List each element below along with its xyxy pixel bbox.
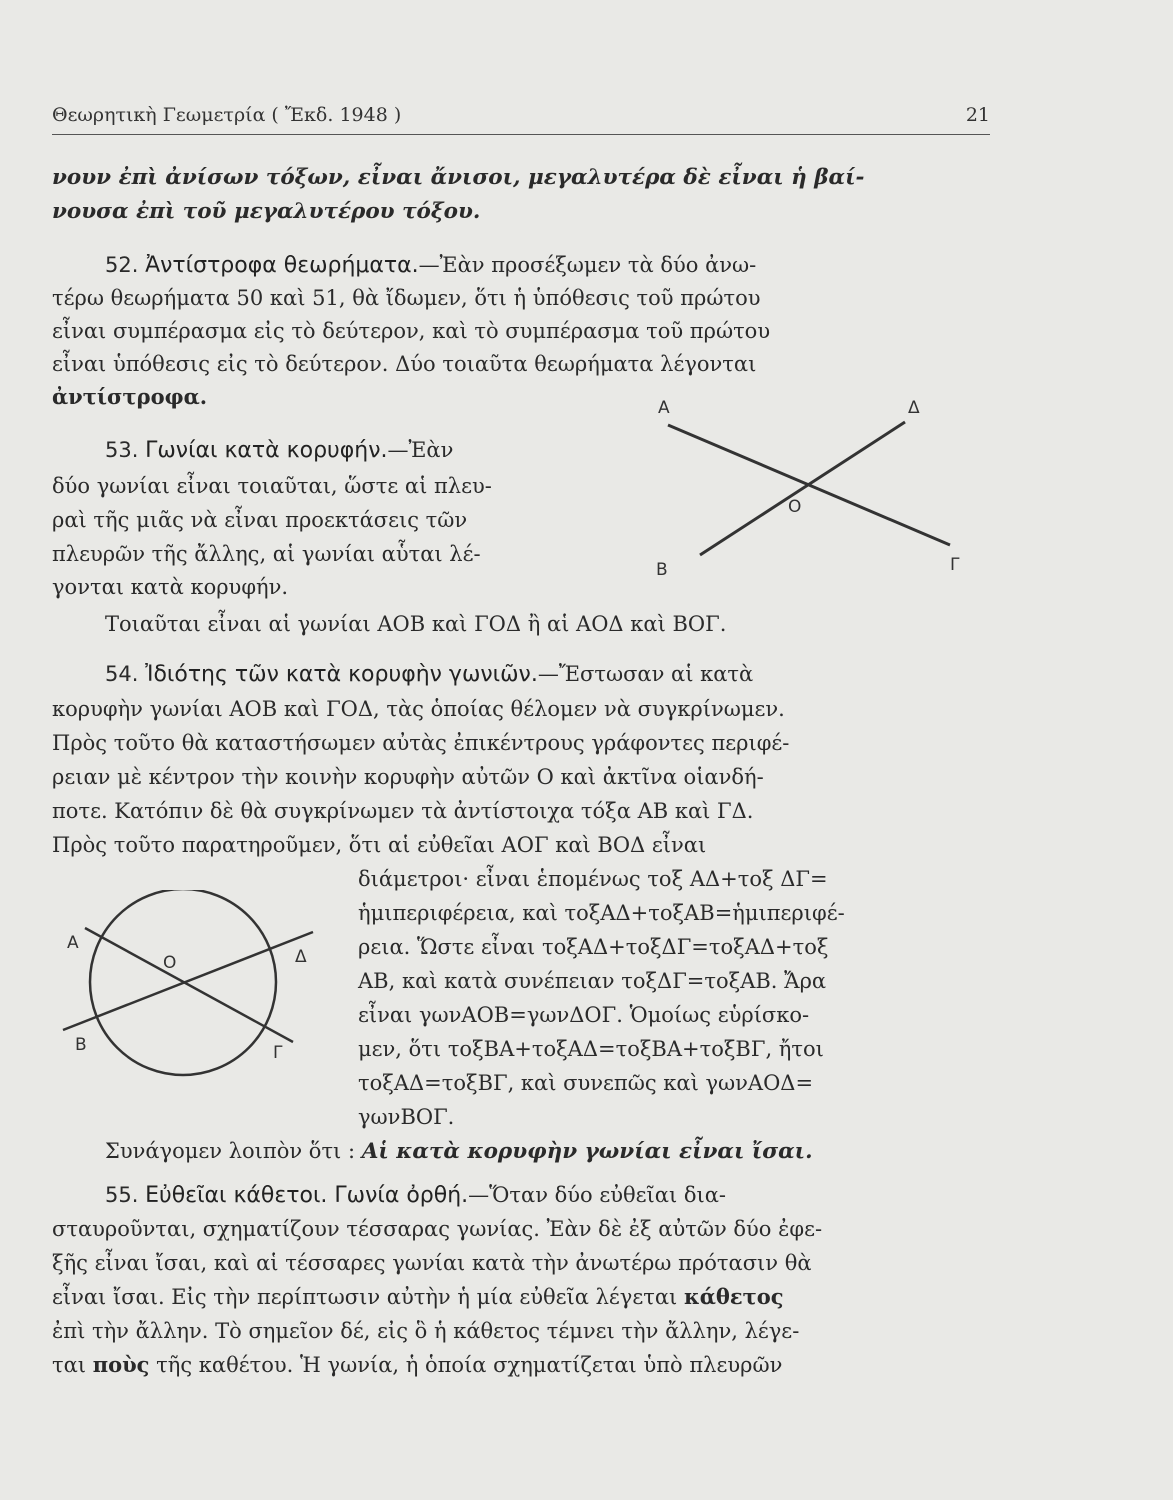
circle-diameters-figure xyxy=(55,890,325,1090)
section-55-heading xyxy=(105,1183,726,1208)
section-title: Ἰδιότης τῶν κατὰ κορυφὴν γωνιῶν. xyxy=(145,662,538,687)
diameter-AG xyxy=(85,928,293,1042)
section-title: Εὐθεῖαι κάθετοι. Γωνία ὀρθή. xyxy=(145,1183,469,1208)
point-O-label: Ο xyxy=(163,953,177,973)
body-text-line: Πρὸς τοῦτο παρατηροῦμεν, ὅτι αἱ εὐθεῖαι ΑΟΓ καὶ ΒΟΔ εἶναι xyxy=(52,833,707,857)
point-O-label: Ο xyxy=(788,497,802,517)
body-text-line: πλευρῶν τῆς ἄλλης, αἱ γωνίαι αὗται λέ- xyxy=(52,542,481,566)
body-text-line: εἶναι ὑπόθεσις εἰς τὸ δεύτερον. Δύο τοιαῦτα θεωρήματα λέγονται xyxy=(52,352,757,376)
section-lead-text: —Ἔστωσαν αἱ κατὰ xyxy=(537,662,754,686)
body-text: εἶναι ἴσαι. Εἰς τὴν περίπτωσιν αὐτὴν ἡ μία εὐθεῖα λέγεται xyxy=(52,1285,678,1309)
body-text-line: κορυφὴν γωνίαι ΑΟΒ καὶ ΓΟΔ, τὰς ὁποίας θέλομεν νὰ συγκρίνωμεν. xyxy=(52,697,785,721)
section-lead-text: —Ἐὰν xyxy=(387,438,454,462)
point-A-label: Α xyxy=(658,398,670,418)
body-text-line: σταυροῦνται, σχηματίζουν τέσσαρας γωνίας. Ἐὰν δὲ ἐξ αὐτῶν δύο ἐφε- xyxy=(52,1217,823,1241)
section-number: 53. xyxy=(105,438,139,462)
theorem-text-line: νουσα ἐπὶ τοῦ μεγαλυτέρου τόξου. xyxy=(52,199,481,224)
section-lead-text: —Ὅταν δύο εὐθεῖαι δια- xyxy=(468,1183,727,1207)
body-text-line: γονται κατὰ κορυφήν. xyxy=(52,575,289,599)
section-54-heading xyxy=(105,662,753,687)
header-title: Θεωρητικὴ Γεωμετρία ( Ἔκδ. 1948 ) xyxy=(52,104,402,126)
body-text-line: διάμετροι· εἶναι ἑπομένως τοξ ΑΔ+τοξ ΔΓ= xyxy=(358,867,828,891)
section-number: 52. xyxy=(105,253,139,277)
point-B-label: Β xyxy=(75,1035,87,1055)
page-number: 21 xyxy=(965,104,990,126)
line-DB xyxy=(700,422,905,555)
body-text-line: μεν, ὅτι τοξΒΑ+τοξΑΔ=τοξΒΑ+τοξΒΓ, ἤτοι xyxy=(358,1037,824,1061)
conclusion-lead: Συνάγομεν λοιπὸν ὅτι : xyxy=(105,1139,356,1163)
body-text: τῆς καθέτου. Ἡ γωνία, ἡ ὁποία σχηματίζεται ὑπὸ πλευρῶν xyxy=(156,1353,783,1377)
body-text-line: ραὶ τῆς μιᾶς νὰ εἶναι προεκτάσεις τῶν xyxy=(52,508,468,532)
section-53-heading xyxy=(105,438,453,463)
body-text-line xyxy=(52,1353,782,1377)
conclusion-line xyxy=(105,1139,813,1164)
point-G-label: Γ xyxy=(950,555,960,575)
body-text-line: ποτε. Κατόπιν δὲ θὰ συγκρίνωμεν τὰ ἀντίστοιχα τόξα ΑΒ καὶ ΓΔ. xyxy=(52,799,754,823)
body-text-line: ΑΒ, καὶ κατὰ συνέπειαν τοξΔΓ=τοξΑΒ. Ἄρα xyxy=(358,969,827,993)
point-D-label: Δ xyxy=(295,947,307,967)
term-pous: ποὺς xyxy=(92,1352,150,1377)
body-text-line: ἡμιπεριφέρεια, καὶ τοξΑΔ+τοξΑΒ=ἡμιπεριφέ- xyxy=(358,901,845,925)
body-text-line: ρεια. Ὥστε εἶναι τοξΑΔ+τοξΔΓ=τοξΑΔ+τοξ xyxy=(358,935,829,959)
term-kathetos: κάθετος xyxy=(683,1284,784,1309)
body-text-line: εἶναι γωνΑΟΒ=γωνΔΟΓ. Ὁμοίως εὑρίσκο- xyxy=(358,1003,810,1027)
section-title: Ἀντίστροφα θεωρήματα. xyxy=(145,253,419,278)
body-text-line: τέρω θεωρήματα 50 καὶ 51, θὰ ἴδωμεν, ὅτι ἡ ὑπόθεσις τοῦ πρώτου xyxy=(52,286,761,310)
body-text-line: γωνΒΟΓ. xyxy=(358,1105,455,1129)
body-text-line xyxy=(52,1285,784,1309)
section-number: 55. xyxy=(105,1183,139,1207)
body-text-line: τοξΑΔ=τοξΒΓ, καὶ συνεπῶς καὶ γωνΑΟΔ= xyxy=(358,1071,814,1095)
conclusion-theorem: Αἱ κατὰ κορυφὴν γωνίαι εἶναι ἴσαι. xyxy=(361,1139,813,1164)
body-text-line: ξῆς εἶναι ἴσαι, καὶ αἱ τέσσαρες γωνίαι κατὰ τὴν ἀνωτέρω πρότασιν θὰ xyxy=(52,1251,812,1275)
vertical-angles-figure xyxy=(640,385,980,580)
body-text-line: ρειαν μὲ κέντρον τὴν κοινὴν κορυφὴν αὐτῶν Ο καὶ ἀκτῖνα οἱανδή- xyxy=(52,765,764,789)
section-52-heading xyxy=(105,253,756,278)
body-text: ται xyxy=(52,1353,87,1377)
theorem-text-line: νουν ἐπὶ ἀνίσων τόξων, εἶναι ἄνισοι, μεγαλυτέρα δὲ εἶναι ἡ βαί- xyxy=(52,165,865,190)
section-number: 54. xyxy=(105,662,139,686)
running-header xyxy=(52,100,990,135)
section-lead-text: —Ἐὰν προσέξωμεν τὰ δύο ἀνω- xyxy=(418,253,757,277)
section-title: Γωνίαι κατὰ κορυφήν. xyxy=(145,438,388,463)
point-A-label: Α xyxy=(67,933,79,953)
body-text-line: εἶναι συμπέρασμα εἰς τὸ δεύτερον, καὶ τὸ συμπέρασμα τοῦ πρώτου xyxy=(52,319,771,343)
body-text-line: Τοιαῦται εἶναι αἱ γωνίαι ΑΟΒ καὶ ΓΟΔ ἢ αἱ ΑΟΔ καὶ ΒΟΓ. xyxy=(105,612,727,636)
point-B-label: Β xyxy=(656,560,668,580)
body-text-line: δύο γωνίαι εἶναι τοιαῦται, ὥστε αἱ πλευ- xyxy=(52,474,492,498)
point-D-label: Δ xyxy=(908,398,920,418)
point-G-label: Γ xyxy=(273,1043,283,1063)
body-text-line: Πρὸς τοῦτο θὰ καταστήσωμεν αὐτὰς ἐπικέντρους γράφοντες περιφέ- xyxy=(52,731,790,755)
body-text-line: ἐπὶ τὴν ἄλλην. Τὸ σημεῖον δέ, εἰς ὃ ἡ κάθετος τέμνει τὴν ἄλλην, λέγε- xyxy=(52,1319,800,1343)
term-antistrofa: ἀντίστροφα. xyxy=(52,384,208,409)
